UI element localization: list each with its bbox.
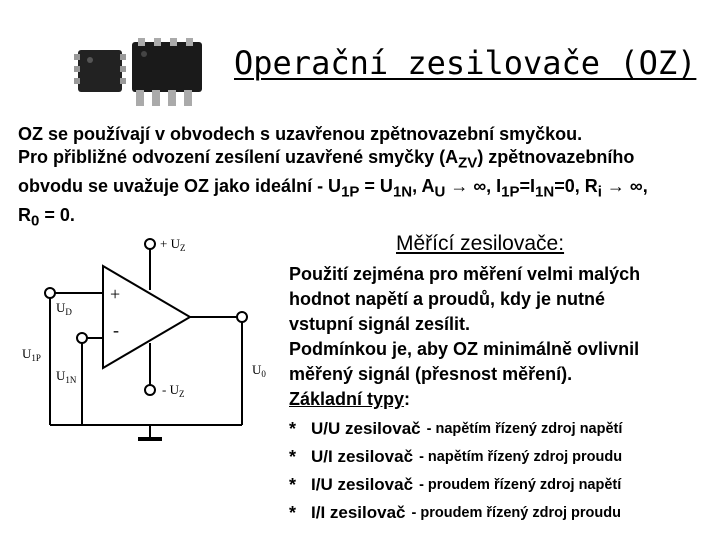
plus-supply-terminal bbox=[145, 239, 155, 249]
output-terminal bbox=[237, 312, 247, 322]
u1n-label: $U_{1N}$ bbox=[56, 368, 77, 385]
small-chip-icon bbox=[74, 50, 126, 92]
intro-line-4: $R_0 = 0$. bbox=[18, 204, 75, 230]
right-text bbox=[289, 262, 709, 527]
list-item: * I/I zesilovač - proudem řízený zdroj proudu bbox=[289, 503, 621, 523]
plus-input-terminal bbox=[45, 288, 55, 298]
u1p-label: $U_{1P}$ bbox=[22, 346, 41, 363]
right-line-4: Podmínkou je, aby OZ minimálně ovlivnil bbox=[289, 339, 640, 359]
opamp-schematic bbox=[0, 228, 290, 450]
types-list bbox=[289, 415, 709, 527]
opamp-minus-sign: - bbox=[113, 320, 119, 340]
types-heading: Základní typy: bbox=[289, 389, 411, 409]
large-chip-icon bbox=[132, 38, 202, 106]
list-item: * U/I zesilovač - napětím řízený zdroj proudu bbox=[289, 447, 623, 467]
opamp-triangle bbox=[103, 266, 190, 368]
minus-supply-label: - $U_Z$ bbox=[162, 382, 185, 399]
ic-chip-icon bbox=[68, 38, 218, 110]
right-line-3: vstupní signál zesílit. bbox=[289, 314, 471, 334]
u0-label: $U_0$ bbox=[252, 362, 266, 379]
right-line-2: hodnot napětí a proudů, kdy je nutné bbox=[289, 289, 605, 309]
ud-label: $U_D$ bbox=[56, 300, 72, 317]
list-item: * U/U zesilovač - napětím řízený zdroj napětí bbox=[289, 419, 623, 439]
intro-line-2: Pro přibližné odvození zesílení uzavřené smyčky $(A_{ZV})$ zpětnovazebního bbox=[18, 146, 635, 172]
minus-input-terminal bbox=[77, 333, 87, 343]
opamp-plus-sign: + bbox=[110, 284, 121, 304]
section-subtitle: Měřící zesilovače: bbox=[396, 232, 565, 255]
page-title: Operační zesilovače (OZ) bbox=[234, 44, 697, 82]
minus-supply-terminal bbox=[145, 385, 155, 395]
right-line-5: měřený signál (přesnost měření). bbox=[289, 364, 573, 384]
plus-supply-label: + $U_Z$ bbox=[160, 236, 186, 253]
list-item: * I/U zesilovač - proudem řízený zdroj napětí bbox=[289, 475, 622, 495]
intro-text bbox=[18, 123, 708, 233]
intro-line-3: obvodu se uvažuje OZ jako ideální - $U_{1P} = U_{1N}$, $A_U$ → ∞, $I_{1P}=I_{1N}=0$, $R_i$ → ∞, bbox=[18, 175, 648, 201]
intro-line-1: OZ se používají v obvodech s uzavřenou zpětnovazební smyčkou. bbox=[18, 124, 583, 144]
right-line-1: Použití zejména pro měření velmi malých bbox=[289, 264, 641, 284]
